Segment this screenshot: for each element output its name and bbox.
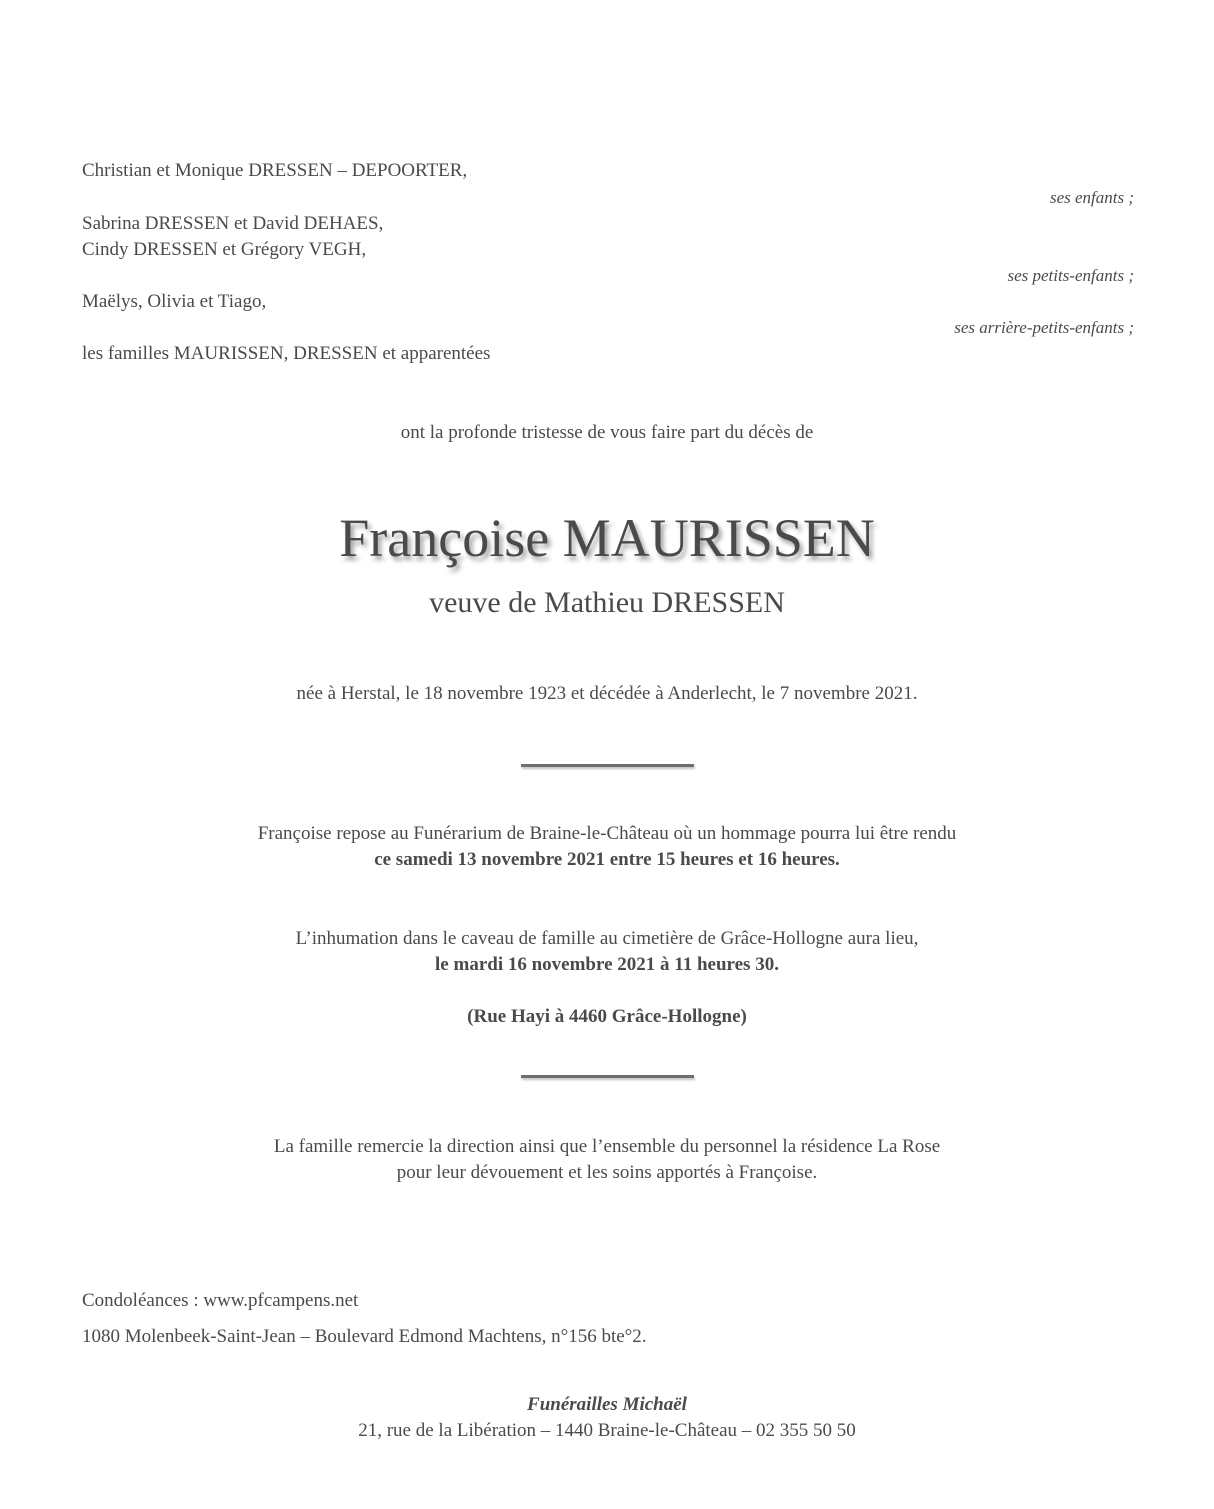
children-role: ses enfants ;	[1049, 188, 1134, 207]
visitation-text: Françoise repose au Funérarium de Braine-le-Château où un hommage pourra lui être rendu	[257, 823, 957, 844]
great-grandchildren-role: ses arrière-petits-enfants ;	[954, 318, 1134, 337]
announcement-text: ont la profonde tristesse de vous faire part du décès de	[400, 422, 814, 443]
grandchildren-role: ses petits-enfants ;	[1007, 266, 1134, 285]
thanks-line-1: La famille remercie la direction ainsi que l’ensemble du personnel la résidence La Rose	[273, 1136, 941, 1157]
birth-death-dates: née à Herstal, le 18 novembre 1923 et décédée à Anderlecht, le 7 novembre 2021.	[296, 683, 918, 704]
divider-1	[521, 764, 694, 767]
extended-families: les familles MAURISSEN, DRESSEN et apparentées	[82, 343, 491, 364]
funeral-home-address: 21, rue de la Libération – 1440 Braine-le-Château – 02 355 50 50	[358, 1420, 856, 1441]
thanks-line-2: pour leur dévouement et les soins apportés à Françoise.	[396, 1162, 818, 1183]
divider-2	[521, 1075, 694, 1078]
funeral-home-name: Funérailles Michaël	[527, 1394, 687, 1415]
grandchild-line-1: Sabrina DRESSEN et David DEHAES,	[82, 213, 384, 234]
contact-address: 1080 Molenbeek-Saint-Jean – Boulevard Edmond Machtens, n°156 bte°2.	[82, 1326, 647, 1347]
burial-address: (Rue Hayi à 4460 Grâce-Hollogne)	[467, 1006, 747, 1027]
great-grandchildren-names: Maëlys, Olivia et Tiago,	[82, 291, 267, 312]
children-names: Christian et Monique DRESSEN – DEPOORTER,	[82, 160, 468, 181]
grandchild-line-2: Cindy DRESSEN et Grégory VEGH,	[82, 239, 367, 260]
burial-time: le mardi 16 novembre 2021 à 11 heures 30.	[435, 954, 779, 975]
deceased-name: Françoise MAURISSEN	[339, 508, 875, 568]
condolences-line: Condoléances : www.pfcampens.net	[82, 1290, 359, 1311]
visitation-time: ce samedi 13 novembre 2021 entre 15 heures et 16 heures.	[374, 849, 840, 870]
widow-of: veuve de Mathieu DRESSEN	[429, 586, 785, 619]
burial-text: L’inhumation dans le caveau de famille au cimetière de Grâce-Hollogne aura lieu,	[295, 928, 919, 949]
